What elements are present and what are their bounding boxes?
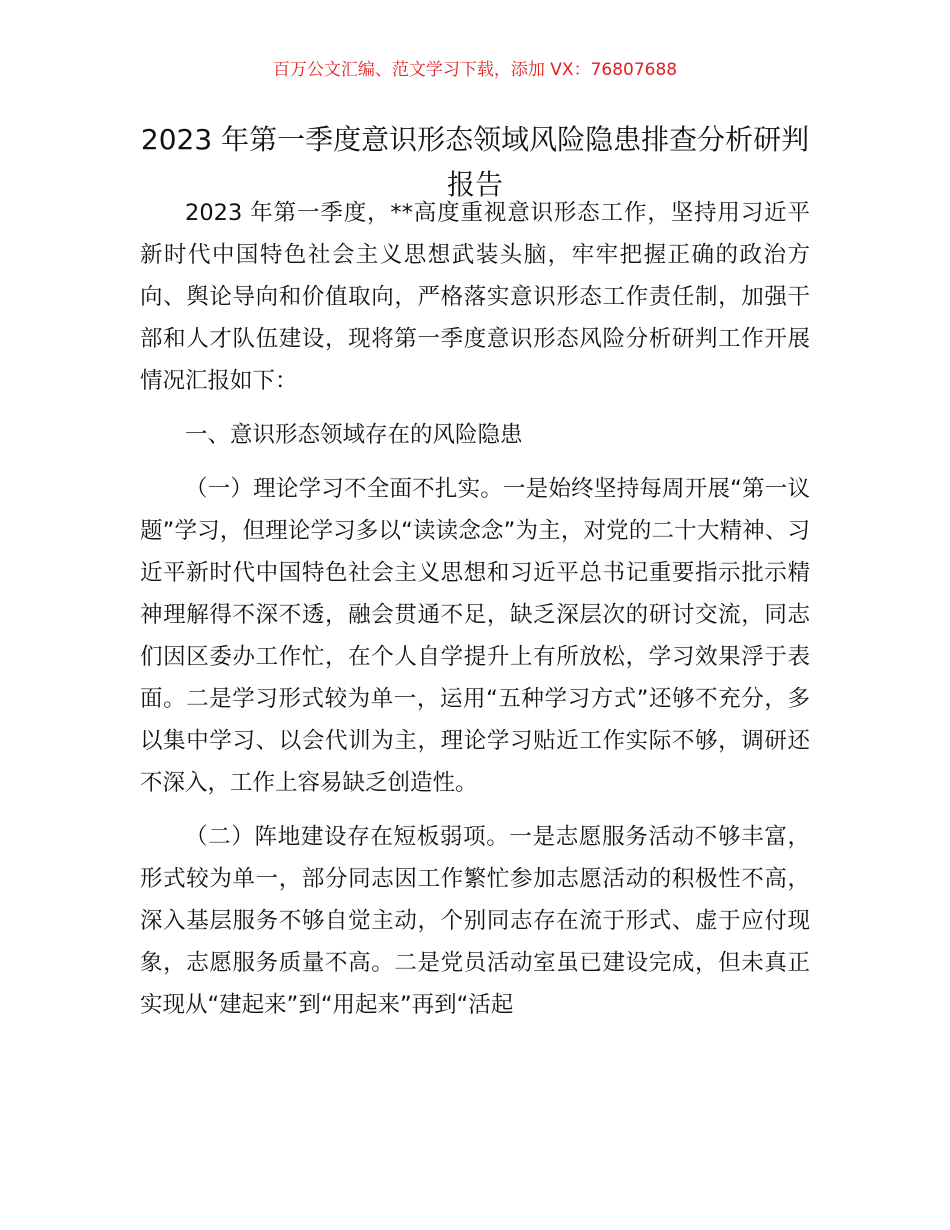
section-heading: 一、意识形态领域存在的风险隐患	[185, 422, 523, 448]
header-watermark-note: 百万公文汇编、范文学习下载，添加 VX：76807688	[272, 60, 678, 80]
document-body	[140, 192, 810, 1038]
intro-paragraph: 2023 年第一季度，**高度重视意识形态工作，坚持用习近平新时代中国特色社会主义思想武装头脑，牢牢把握正确的政治方向、舆论导向和价值取向，严格落实意识形态工作责任制，加强干部和人才队伍建设，现将第一季度意识形态风险分析研判工作开展情况汇报如下：	[140, 200, 810, 394]
document-title: 2023 年第一季度意识形态领域风险隐患排查分析研判报告	[140, 123, 810, 201]
section-paragraph-1: （一）理论学习不全面不扎实。一是始终坚持每周开展“第一议题”学习，但理论学习多以“读读念念”为主，对党的二十大精神、习近平新时代中国特色社会主义思想和习近平总书记重要指示批示精神理解得不深不透，融会贯通不足，缺乏深层次的研讨交流，同志们因区委办工作忙，在个人自学提升上有所放松，学习效果浮于表面。二是学习形式较为单一，运用“五种学习方式”还够不充分，多以集中学习、以会代训为主，理论学习贴近工作实际不够，调研还不深入，工作上容易缺乏创造性。	[140, 476, 810, 796]
section-paragraph-2: （二）阵地建设存在短板弱项。一是志愿服务活动不够丰富，形式较为单一，部分同志因工作繁忙参加志愿活动的积极性不高，深入基层服务不够自觉主动，个别同志存在流于形式、虚于应付现象，志愿服务质量不高。二是党员活动室虽已建设完成，但未真正实现从“建起来”到“用起来”再到“活起	[140, 824, 810, 1018]
